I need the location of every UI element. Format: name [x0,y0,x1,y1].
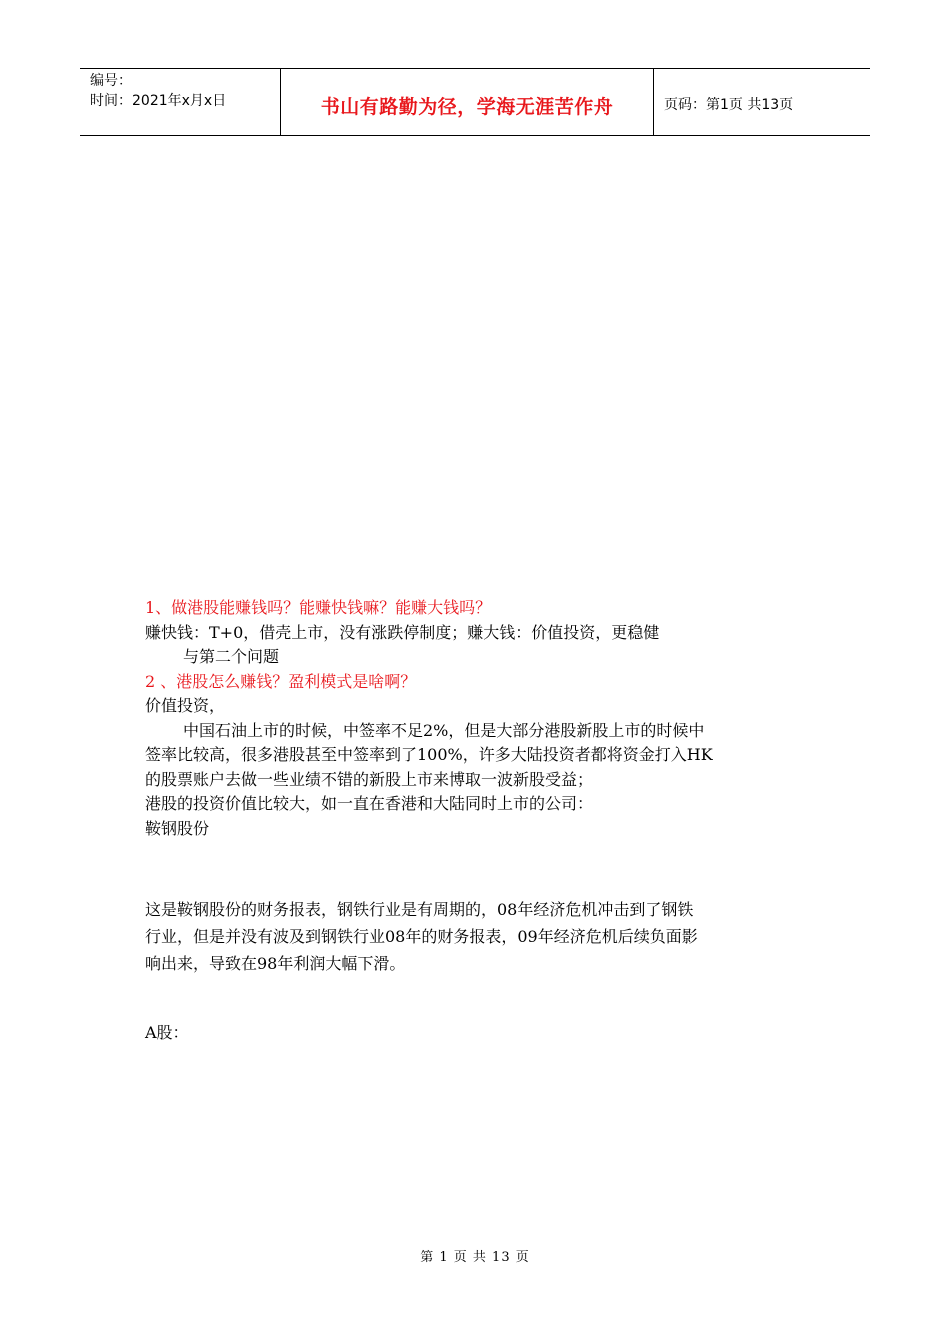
document-body [145,596,815,841]
question-1: 1、做港股能赚钱吗？能赚快钱嘛？能赚大钱吗？ [145,598,492,617]
question-2: 2 、港股怎么赚钱？盈利模式是啥啊？ [145,671,417,691]
company-name: 鞍钢股份 [145,818,210,838]
paragraph-2: 港股的投资价值比较大，如一直在香港和大陆同时上市的公司： [145,794,594,813]
document-header [80,68,870,136]
a-share-heading: A股： [145,1023,189,1042]
page-footer: 第 1 页 共 13 页 [420,1250,530,1265]
paragraph-1-line-1: 中国石油上市的时候，中签率不足2%，但是大部分港股新股上市的时候中 [183,720,705,740]
document-date-label: 时间：2021年x月x日 [90,93,227,109]
header-meta-cell [80,69,281,135]
document-number-label: 编号： [90,73,132,89]
paragraph-3-line-1: 这是鞍钢股份的财务报表，钢铁行业是有周期的，08年经济危机冲击到了钢铁 [145,900,694,919]
paragraph-1-line-3: 的股票账户去做一些业绩不错的新股上市来博取一波新股受益； [145,769,594,789]
value-investing-heading: 价值投资， [145,696,226,715]
paragraph-1-line-2: 签率比较高，很多港股甚至中签率到了100%，许多大陆投资者都将资金打入HK [145,745,713,764]
header-page-info: 页码：第1页 共13页 [664,97,794,113]
financial-report-paragraph [145,896,815,977]
question-2-intro: 与第二个问题 [183,647,280,666]
paragraph-3-line-3: 响出来，导致在98年利润大幅下滑。 [145,954,406,973]
answer-1: 赚快钱：T+0，借壳上市，没有涨跌停制度；赚大钱：价值投资，更稳健 [145,622,660,642]
header-motto: 书山有路勤为径，学海无涯苦作舟 [281,69,654,135]
paragraph-3-line-2: 行业，但是并没有波及到钢铁行业08年的财务报表，09年经济危机后续负面影 [145,927,698,946]
